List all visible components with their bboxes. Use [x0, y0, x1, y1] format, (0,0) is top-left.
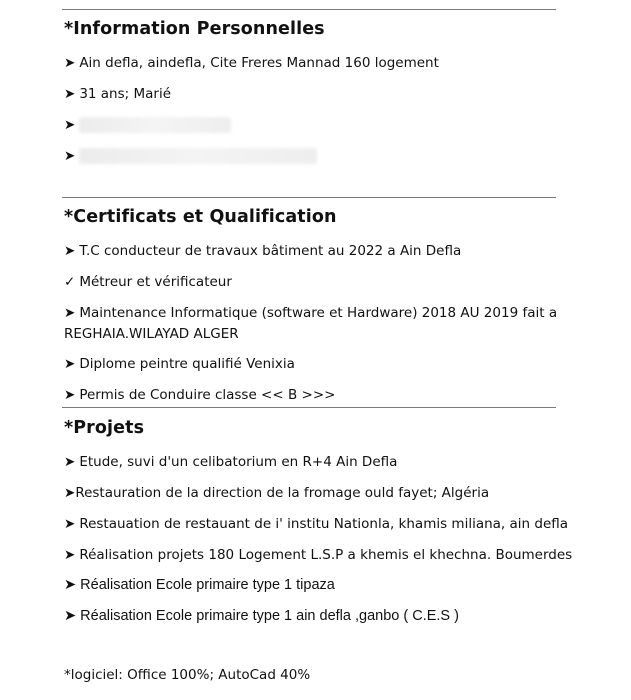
arrow-bullet-icon: ➤ — [64, 243, 76, 259]
cert-item-text: Diplome peintre qualifié Venixia — [79, 356, 295, 372]
divider-projects — [62, 407, 556, 408]
section-title-certs: *Certificats et Qualification — [64, 207, 337, 227]
cert-item — [64, 305, 557, 321]
info-redacted-1 — [64, 117, 231, 133]
check-bullet-icon: ✓ — [64, 274, 76, 290]
cert-item-continuation — [64, 326, 239, 342]
divider-certs — [62, 197, 556, 198]
project-item-text: Réalisation Ecole primaire type 1 ain defla ,ganbo ( C.E.S ) — [80, 608, 459, 624]
cert-item-text: Permis de Conduire classe << B >>> — [79, 387, 336, 403]
arrow-bullet-icon: ➤ — [64, 356, 76, 372]
cert-item-text: Métreur et vérificateur — [79, 274, 232, 290]
cert-item-text: Maintenance Informatique (software et Hardware) 2018 AU 2019 fait a — [79, 305, 558, 321]
cert-item-text: REGHAIA.WILAYAD ALGER — [64, 326, 239, 342]
project-item-text: Réalisation projets 180 Logement L.S.P a khemis el khechna. Boumerdes — [79, 547, 573, 563]
cert-item — [64, 387, 335, 403]
arrow-bullet-icon: ➤ — [64, 577, 77, 593]
divider-top — [62, 9, 556, 10]
redacted-field — [79, 117, 231, 133]
arrow-bullet-icon: ➤ — [64, 454, 76, 470]
info-age — [64, 86, 171, 102]
cert-item — [64, 243, 461, 259]
arrow-bullet-icon: ➤ — [64, 305, 76, 321]
arrow-bullet-icon: ➤ — [64, 516, 76, 532]
arrow-bullet-icon: ➤ — [64, 485, 76, 501]
project-item — [64, 454, 397, 470]
arrow-bullet-icon: ➤ — [64, 387, 76, 403]
info-age-text: 31 ans; Marié — [79, 86, 172, 102]
project-item — [64, 485, 489, 501]
project-item-text: Restauration de la direction de la fromage ould fayet; Algéria — [75, 485, 490, 501]
arrow-bullet-icon: ➤ — [64, 117, 76, 133]
project-item — [64, 547, 572, 563]
section-title-projects: *Projets — [64, 418, 145, 438]
redacted-field — [79, 148, 317, 164]
project-item-text: Restauation de restauant de i' institu Nationla, khamis miliana, ain defla — [79, 516, 569, 532]
info-redacted-2 — [64, 148, 317, 164]
project-item-text: Réalisation Ecole primaire type 1 tipaza — [80, 577, 335, 593]
cert-item — [64, 356, 295, 372]
arrow-bullet-icon: ➤ — [64, 55, 76, 71]
project-item — [64, 577, 335, 593]
info-address — [64, 55, 439, 71]
arrow-bullet-icon: ➤ — [64, 148, 76, 164]
project-item — [64, 608, 459, 624]
software-skills: *logiciel: Office 100%; AutoCad 40% — [64, 667, 311, 683]
info-address-text: Ain defla, aindefla, Cite Freres Mannad 160 logement — [79, 55, 439, 71]
arrow-bullet-icon: ➤ — [64, 547, 76, 563]
cert-item-text: T.C conducteur de travaux bâtiment au 2022 a Ain Defla — [79, 243, 462, 259]
project-item-text: Etude, suvi d'un celibatorium en R+4 Ain Defla — [79, 454, 398, 470]
cert-item — [64, 274, 232, 290]
section-title-info: *Information Personnelles — [64, 19, 325, 39]
arrow-bullet-icon: ➤ — [64, 608, 77, 624]
arrow-bullet-icon: ➤ — [64, 86, 76, 102]
project-item — [64, 516, 568, 532]
